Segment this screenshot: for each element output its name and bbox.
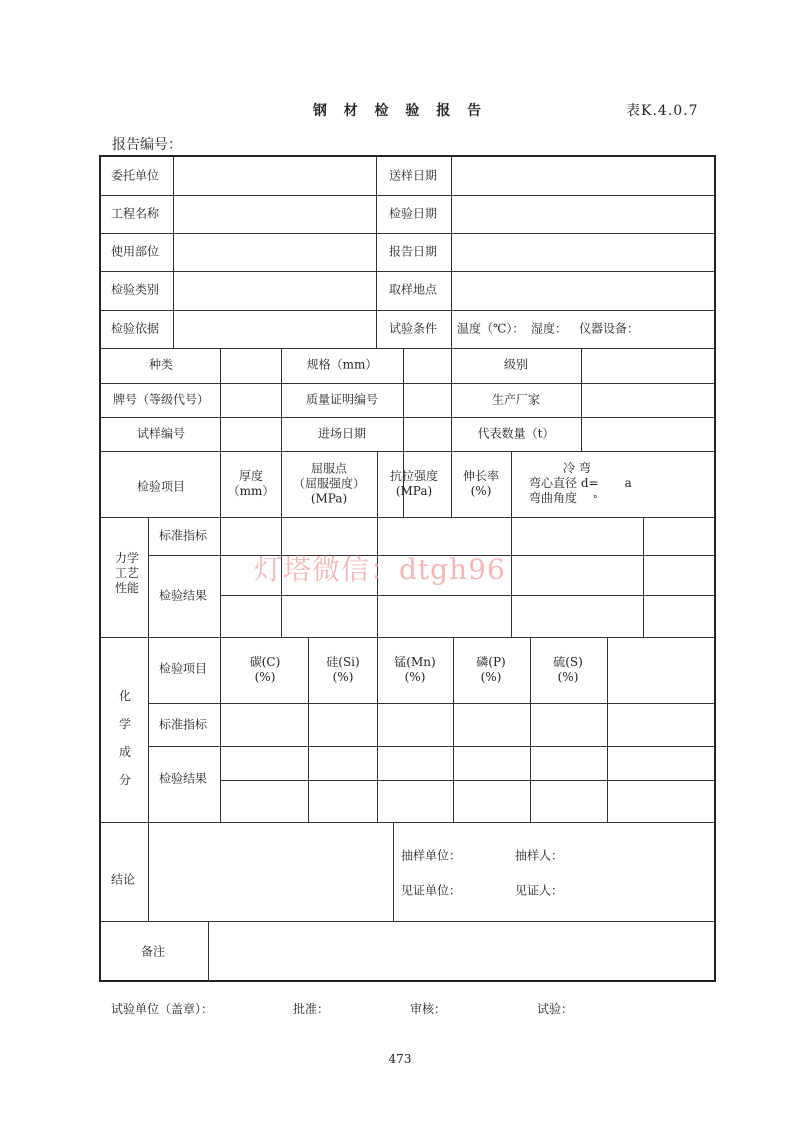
client-label: 委托单位 bbox=[111, 168, 160, 183]
inspection-type-label: 检验类别 bbox=[111, 282, 160, 297]
sample-no-label: 试样编号 bbox=[136, 426, 186, 441]
mech-section-label: 力学 工艺 性能 bbox=[115, 551, 140, 595]
remarks-label: 备注 bbox=[141, 944, 166, 959]
footer-review-label: 审核： bbox=[410, 1002, 447, 1016]
manufacturer-label: 生产厂家 bbox=[491, 392, 541, 407]
elongation-header: 伸长率 (%) bbox=[462, 469, 500, 498]
type-label: 种类 bbox=[148, 357, 174, 372]
chem-result-label: 检验结果 bbox=[159, 771, 208, 786]
mech-item-label: 检验项目 bbox=[136, 479, 186, 494]
witness-unit-label: 见证单位： bbox=[401, 883, 462, 898]
manganese-header: 锰(Mn) (%) bbox=[394, 655, 436, 684]
brand-label: 牌号（等级代号） bbox=[112, 392, 210, 407]
table-number: 表K.4.0.7 bbox=[626, 103, 699, 119]
footer-test-label: 试验： bbox=[537, 1002, 574, 1016]
inspection-basis-label: 检验依据 bbox=[111, 321, 160, 336]
spec-label: 规格（mm） bbox=[306, 357, 378, 372]
witness-label: 见证人： bbox=[515, 883, 564, 898]
chem-section-label: 化 学 成 分 bbox=[119, 689, 132, 787]
footer-lab-label: 试验单位（盖章）： bbox=[111, 1002, 214, 1016]
sampling-unit-label: 抽样单位： bbox=[401, 848, 462, 863]
quality-cert-label: 质量证明编号 bbox=[305, 392, 379, 407]
humidity-label: 湿度： bbox=[531, 321, 568, 336]
sampler-label: 抽样人： bbox=[515, 848, 564, 863]
silicon-header: 硅(Si) (%) bbox=[326, 655, 360, 684]
project-name-label: 工程名称 bbox=[111, 206, 160, 221]
conclusion-label: 结论 bbox=[111, 872, 136, 887]
footer-approve-label: 批准： bbox=[293, 1002, 330, 1016]
mech-result-label: 检验结果 bbox=[159, 588, 208, 603]
grade-label: 级别 bbox=[503, 357, 529, 372]
carbon-header: 碳(C) (%) bbox=[249, 655, 281, 684]
temperature-label: 温度（℃）： bbox=[457, 321, 525, 336]
phosphorus-header: 磷(P) (%) bbox=[476, 655, 506, 684]
watermark-text: 灯塔微信：dtgh96 bbox=[254, 553, 506, 586]
quantity-label: 代表数量（t） bbox=[477, 426, 555, 441]
yield-header: 屈服点 （屈服强度） (MPa) bbox=[292, 461, 366, 506]
chem-standard-label: 标准指标 bbox=[159, 717, 208, 732]
usage-part-label: 使用部位 bbox=[111, 244, 160, 259]
report-number-label: 报告编号： bbox=[112, 137, 182, 153]
delivery-date-label: 送样日期 bbox=[389, 168, 438, 183]
report-date-label: 报告日期 bbox=[389, 244, 438, 259]
sulfur-header: 硫(S) (%) bbox=[553, 655, 583, 684]
chem-item-label: 检验项目 bbox=[159, 661, 208, 676]
tensile-header: 抗拉强度 (MPa) bbox=[389, 469, 439, 498]
page-number: 473 bbox=[388, 1052, 412, 1066]
mech-standard-label: 标准指标 bbox=[159, 528, 208, 543]
document-title: 钢 材 检 验 报 告 bbox=[312, 103, 488, 119]
sampling-location-label: 取样地点 bbox=[389, 282, 438, 297]
thickness-header: 厚度 （mm） bbox=[227, 469, 275, 498]
bend-header: 冷 弯 弯心直径 d= a 弯曲角度 ° bbox=[529, 461, 632, 505]
instrument-label: 仪器设备： bbox=[579, 321, 640, 336]
arrival-date-label: 进场日期 bbox=[317, 426, 367, 441]
inspection-date-label: 检验日期 bbox=[389, 206, 438, 221]
test-conditions-label: 试验条件 bbox=[389, 321, 438, 336]
